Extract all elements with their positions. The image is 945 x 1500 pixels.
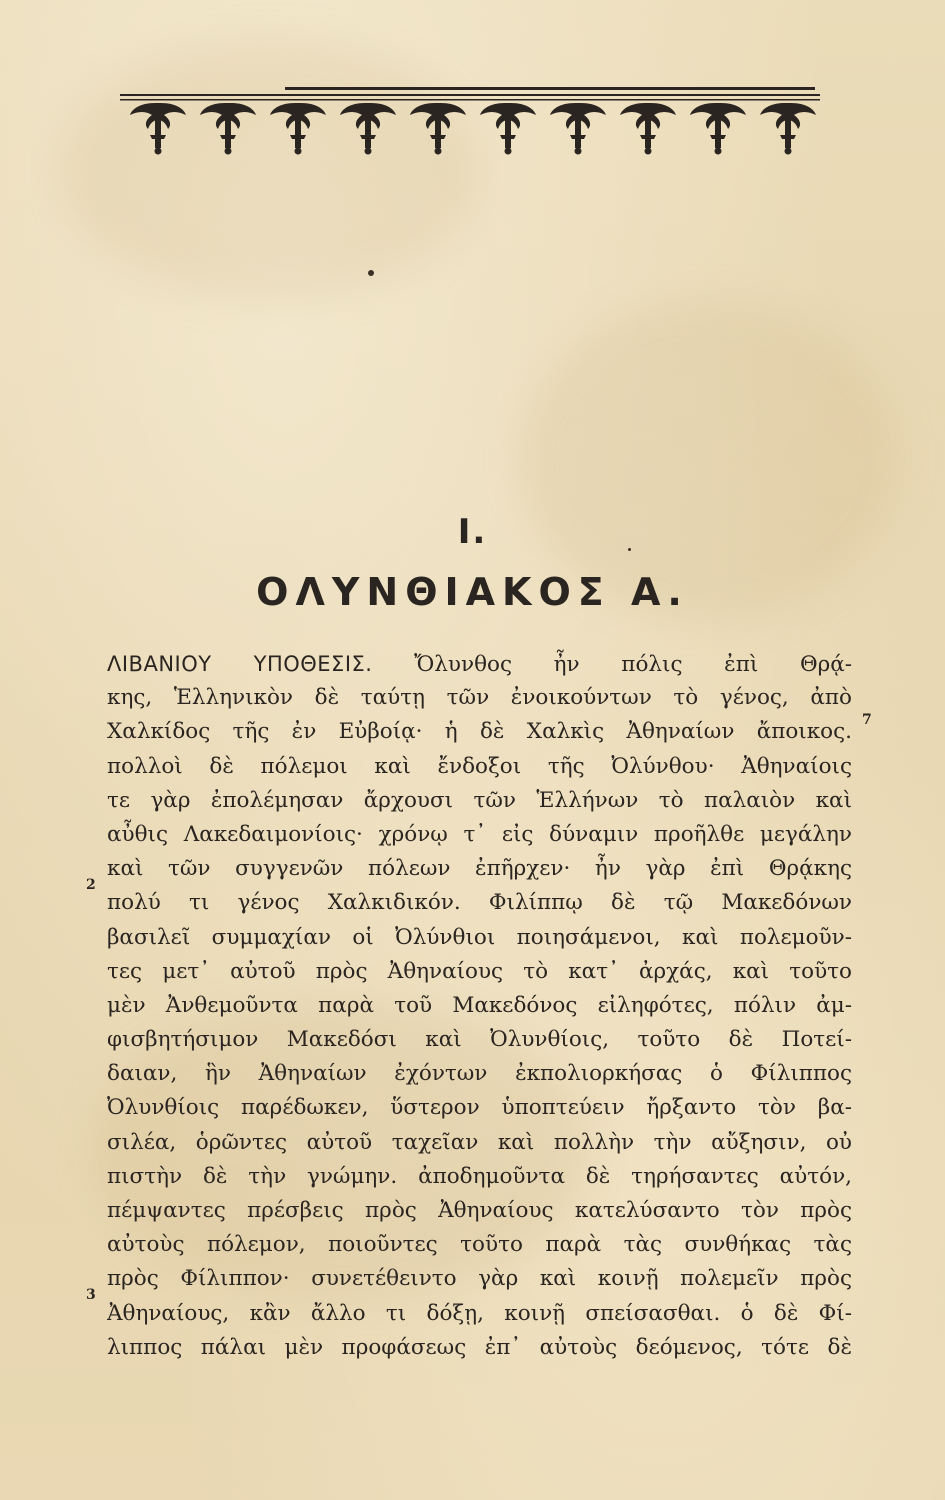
margin-number: 3 bbox=[86, 1287, 96, 1303]
text-line: Χαλκίδος τῆς ἐν Εὐβοίᾳ· ἡ δὲ Χαλκὶς Ἀθηναίων ἄποικος. bbox=[107, 719, 852, 745]
text-line: Ὀλυνθίοις παρέδωκεν, ὕστερον ὑποπτεύειν ἤρξαντο τὸν βα- bbox=[107, 1095, 852, 1121]
ink-speck bbox=[368, 270, 374, 276]
hypothesis-text bbox=[107, 647, 852, 1365]
text-line: πιστὴν δὲ τὴν γνώμην. ἀποδημοῦντα δὲ τηρήσαντες αὐτόν, bbox=[107, 1163, 852, 1189]
text-line: βασιλεῖ συμμαχίαν οἱ Ὀλύνθιοι ποιησάμενοι, καὶ πολεμοῦν- bbox=[107, 924, 852, 950]
text-line: αὖθις Λακεδαιμονίοις· χρόνῳ τ᾽ εἰς δύναμιν προῆλθε μεγάλην bbox=[107, 821, 852, 847]
chapter-number: I. bbox=[457, 512, 488, 552]
text-line: καὶ τῶν συγγενῶν πόλεων ἐπῆρχεν· ἦν γὰρ ἐπὶ Θρᾴκης bbox=[107, 856, 852, 882]
text-line: δαιαν, ἣν Ἀθηναίων ἐχόντων ἐκπολιορκήσας ὁ Φίλιππος bbox=[107, 1061, 852, 1087]
text-line: τε γὰρ ἐπολέμησαν ἄρχουσι τῶν Ἑλλήνων τὸ παλαιὸν καὶ bbox=[107, 787, 852, 813]
paper-stain bbox=[60, 40, 480, 300]
text-line: κης, Ἑλληνικὸν δὲ ταύτῃ τῶν ἐνοικούντων τὸ γένος, ἀπὸ bbox=[107, 685, 852, 711]
text-line: αὐτοὺς πόλεμον, ποιοῦντες τοῦτο παρὰ τὰς συνθήκας τὰς bbox=[107, 1232, 852, 1258]
hypothesis-label: ΛΙΒΑΝΙΟΥ ΥΠΟΘΕΣΙΣ. bbox=[107, 652, 373, 676]
text-line: μὲν Ἀνθεμοῦντα παρὰ τοῦ Μακεδόνος εἰληφότες, πόλιν ἀμ- bbox=[107, 992, 852, 1018]
first-line-text: Ὄλυνθος ἦν πόλις ἐπὶ Θρᾴ- bbox=[414, 652, 852, 677]
margin-number: 7 bbox=[862, 712, 872, 728]
text-line: σιλέα, ὁρῶντες αὐτοῦ ταχεῖαν καὶ πολλὴν τὴν αὔξησιν, οὐ bbox=[107, 1129, 852, 1155]
text-line: πρὸς Φίλιππον· συνετέθειντο γὰρ καὶ κοινῇ πολεμεῖν πρὸς bbox=[107, 1266, 852, 1292]
text-line: Ἀθηναίους, κἂν ἄλλο τι δόξῃ, κοινῇ σπείσασθαι. ὁ δὲ Φί- bbox=[107, 1300, 852, 1326]
margin-number: 2 bbox=[86, 877, 96, 893]
speech-title: ΟΛΥΝΘΙΑΚΟΣ Α. bbox=[256, 570, 689, 614]
text-line bbox=[107, 647, 852, 681]
text-line: τες μετ᾽ αὐτοῦ πρὸς Ἀθηναίους τὸ κατ᾽ ἀρχάς, καὶ τοῦτο bbox=[107, 958, 852, 984]
text-line: πολύ τι γένος Χαλκιδικόν. Φιλίππῳ δὲ τῷ Μακεδόνων bbox=[107, 890, 852, 916]
text-line: φισβητήσιμον Μακεδόσι καὶ Ὀλυνθίοις, τοῦτο δὲ Ποτεί- bbox=[107, 1027, 852, 1053]
text-line: λιππος πάλαι μὲν προφάσεως ἐπ᾽ αὐτοὺς δεόμενος, τότε δὲ bbox=[107, 1334, 852, 1360]
headpiece-ornament bbox=[120, 85, 820, 165]
text-line: πέμψαντες πρέσβεις πρὸς Ἀθηναίους κατελύσαντο τὸν πρὸς bbox=[107, 1198, 852, 1223]
text-line: πολλοὶ δὲ πόλεμοι καὶ ἔνδοξοι τῆς Ὀλύνθου· Ἀθηναίοις bbox=[107, 753, 852, 779]
